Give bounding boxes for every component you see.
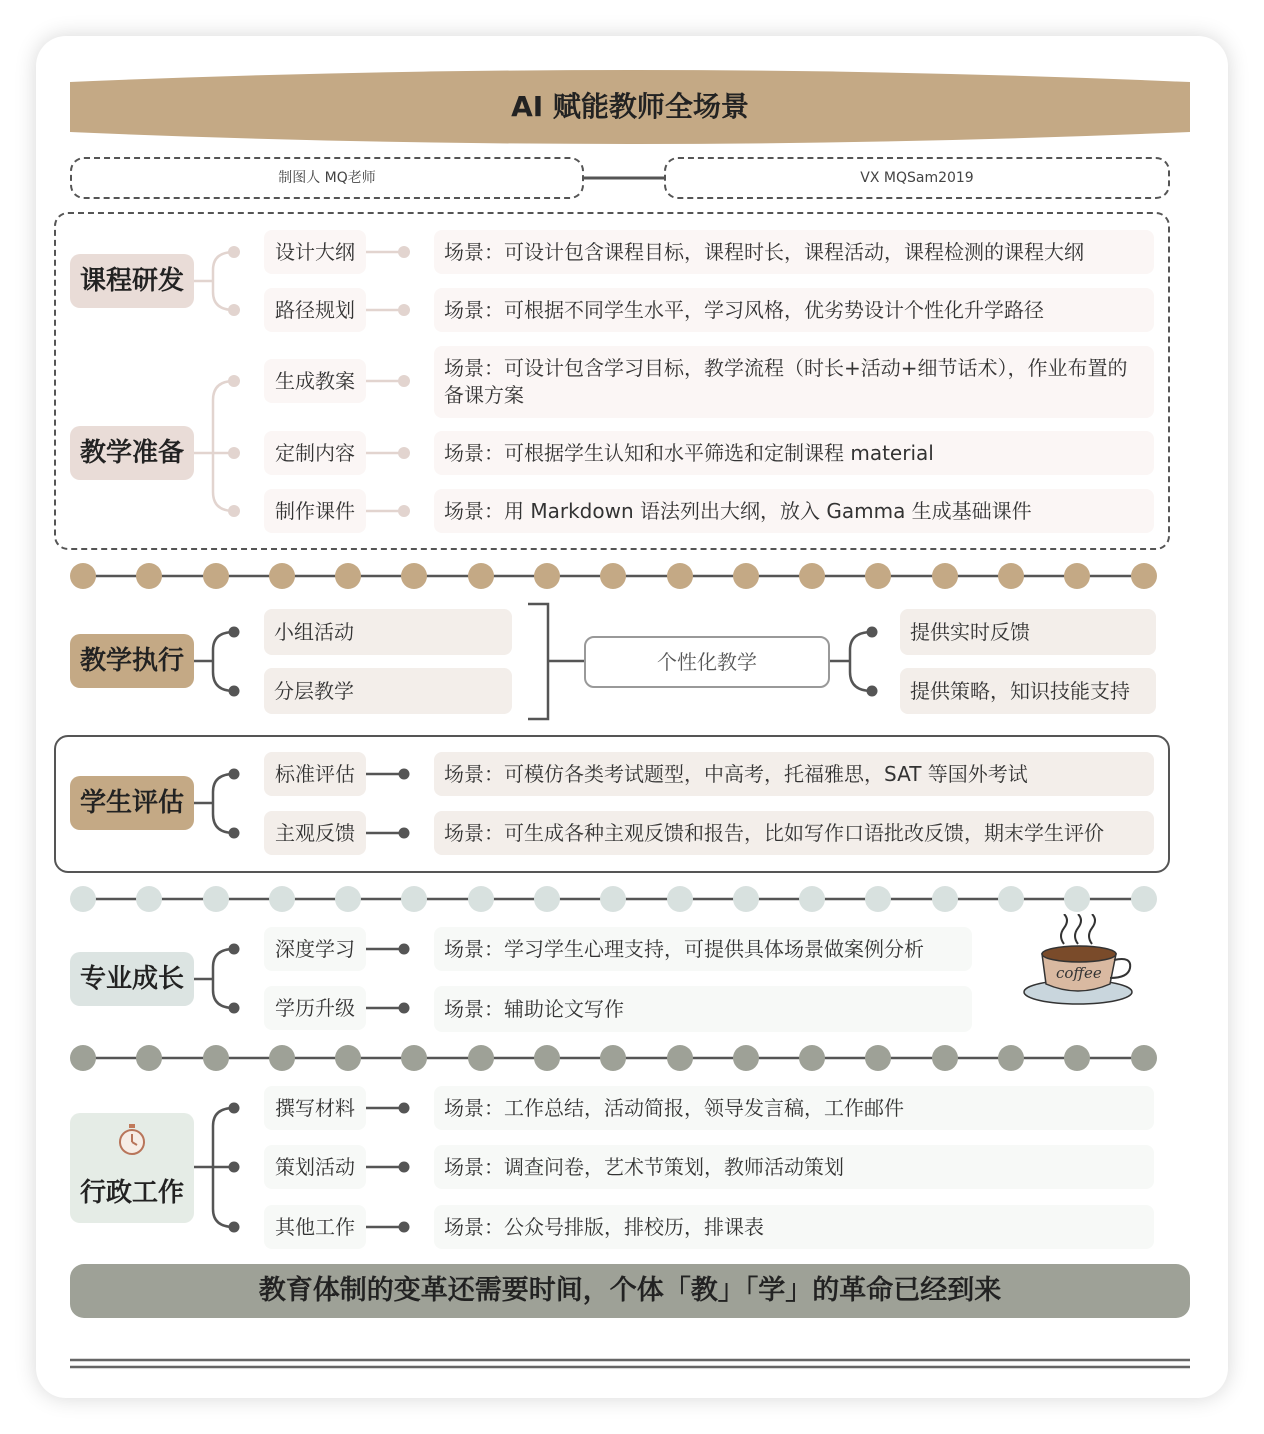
category-growth: 专业成长 [70, 952, 194, 1006]
stopwatch-icon [118, 1123, 146, 1157]
category-execution: 教学执行 [70, 634, 194, 688]
personalized-teaching-box: 个性化教学 [584, 636, 830, 688]
item-standard-assessment: 标准评估 [264, 752, 366, 796]
scene-plan-activities: 场景：调查问卷，艺术节策划，教师活动策划 [434, 1145, 1154, 1189]
item-deep-learning: 深度学习 [264, 927, 366, 971]
scene-degree-upgrade: 场景：辅助论文写作 [434, 986, 972, 1032]
item-plan-activities: 策划活动 [264, 1145, 366, 1189]
scene-subjective-feedback: 场景：可生成各种主观反馈和报告，比如写作口语批改反馈，期末学生评价 [434, 811, 1154, 855]
item-subjective-feedback: 主观反馈 [264, 811, 366, 855]
category-curriculum: 课程研发 [70, 254, 194, 308]
category-assessment: 学生评估 [70, 776, 194, 830]
scene-writing-materials: 场景：工作总结，活动简报，领导发言稿，工作邮件 [434, 1086, 1154, 1130]
scene-custom-content: 场景：可根据学生认知和水平筛选和定制课程 material [434, 431, 1154, 475]
item-group-activity: 小组活动 [264, 609, 512, 655]
scene-courseware: 场景：用 Markdown 语法列出大纲，放入 Gamma 生成基础课件 [434, 489, 1154, 533]
category-preparation: 教学准备 [70, 426, 194, 480]
item-lesson-plan: 生成教案 [264, 359, 366, 403]
item-degree-upgrade: 学历升级 [264, 986, 366, 1030]
author-box: 制图人 MQ老师 [70, 157, 584, 199]
item-writing-materials: 撰写材料 [264, 1086, 366, 1130]
item-tiered-teaching: 分层教学 [264, 668, 512, 714]
scene-path-planning: 场景：可根据不同学生水平，学习风格，优劣势设计个性化升学路径 [434, 288, 1154, 332]
bottom-banner: 教育体制的变革还需要时间，个体「教」「学」的革命已经到来 [70, 1264, 1190, 1318]
item-custom-content: 定制内容 [264, 431, 366, 475]
item-courseware: 制作课件 [264, 489, 366, 533]
scene-design-outline: 场景：可设计包含课程目标，课程时长，课程活动，课程检测的课程大纲 [434, 230, 1154, 274]
contact-box: VX MQSam2019 [664, 157, 1170, 199]
coffee-text: coffee [1056, 964, 1102, 982]
scene-lesson-plan: 场景：可设计包含学习目标，教学流程（时长+活动+细节话术），作业布置的备课方案 [434, 346, 1154, 418]
scene-standard-assessment: 场景：可模仿各类考试题型，中高考，托福雅思，SAT 等国外考试 [434, 752, 1154, 796]
category-admin-label: 行政工作 [79, 1178, 184, 1208]
scene-other-work: 场景：公众号排版，排校历，排课表 [434, 1205, 1154, 1249]
item-other-work: 其他工作 [264, 1205, 366, 1249]
coffee-cup-icon [1020, 914, 1144, 1014]
scene-deep-learning: 场景：学习学生心理支持，可提供具体场景做案例分析 [434, 927, 972, 971]
outcome-strategy-support: 提供策略，知识技能支持 [900, 668, 1156, 714]
outcome-realtime-feedback: 提供实时反馈 [900, 609, 1156, 655]
item-path-planning: 路径规划 [264, 288, 366, 332]
category-admin [70, 1113, 194, 1223]
item-design-outline: 设计大纲 [264, 230, 366, 274]
page-title: AI 赋能教师全场景 [511, 90, 749, 123]
